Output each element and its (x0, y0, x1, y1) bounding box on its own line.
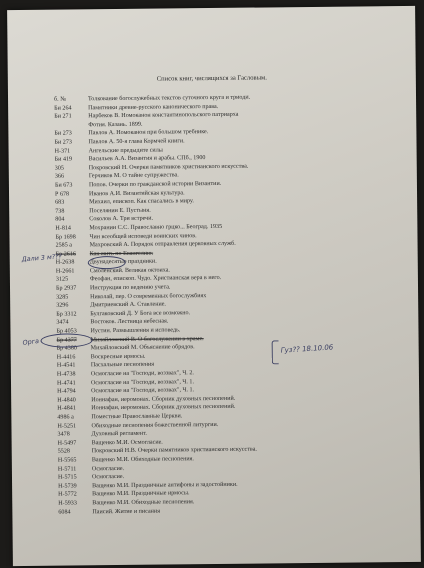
item-code (54, 121, 88, 130)
document-title: Список книг, числящихся за Гасловым. (156, 74, 267, 83)
item-title: Феофан, епископ. Чудо. Христианская вера в него. (89, 275, 222, 283)
item-code: Н-5739 (58, 483, 77, 490)
handwritten-note-left: Дали 3 м??? (21, 252, 63, 264)
item-title: Дмитриевский А. Ставление. (90, 301, 166, 309)
item-code: Н-2661 (55, 268, 75, 275)
handwritten-bracket (272, 340, 279, 364)
item-title: Ващенко М.И. Праздничные ирмосы. (92, 490, 190, 498)
item-code: Н-5497 (57, 440, 77, 447)
item-code: Н-4840 (57, 397, 76, 404)
item-code: Бр 4053 (56, 328, 77, 335)
item-title: Ващенко М.И. Обиходные песнопения. (91, 456, 194, 464)
item-code: Бр 2616 (55, 251, 76, 258)
item-title: Михаил, епископ. Как спасались в миру. (89, 198, 194, 206)
item-code: Бр 4377 (56, 337, 77, 344)
item-code: Би 273 (54, 139, 72, 146)
item-title: Ващенко М.И. Праздничные антифоны и задостойники. (92, 481, 238, 490)
item-title: Пасхальные песнопения (90, 362, 155, 369)
item-code: Н-5251 (57, 423, 77, 430)
item-code: 683 (55, 199, 65, 206)
item-code: 305 (54, 165, 64, 172)
item-title: Васильев А.А. Византия и арабы. СПб., 1900 (88, 155, 206, 163)
item-title: Павлов А. 50-я глава Кормчей книги. (88, 138, 185, 146)
item-title: Осмогласие. (91, 465, 125, 472)
item-title: Павлов А. Номоканон при большом требнике. (88, 129, 209, 137)
item-code: 2585 а (55, 242, 73, 249)
item-title: Покровский Н. Очерки памятников христианского искусства. (88, 163, 249, 172)
item-title: Поселянин Е. Пустыня. (89, 207, 151, 215)
item-code: Н-4541 (56, 362, 76, 370)
item-title: Двунадесятые праздники. (89, 258, 157, 266)
item-code: 366 (54, 173, 65, 181)
item-title: Иванов А.И. Византийская культура. (88, 189, 185, 197)
item-code: 3296 (56, 302, 69, 309)
item-title: Воскресные ирмосы. (90, 353, 146, 361)
item-code: Н-4738 (56, 371, 76, 378)
item-title: Покровский Н.В. Очерки памятников христианского искусства. (91, 446, 257, 455)
item-code: Н-5711 (57, 465, 77, 473)
item-title: Булгаковский Д. У Бога все возможно. (90, 310, 191, 318)
item-code: Н-4741 (56, 380, 76, 387)
item-title: Как жить по Евангелию. (89, 250, 154, 257)
item-code: 3125 (55, 276, 69, 284)
item-code: 804 (55, 216, 65, 223)
item-code: Н-814 (55, 225, 71, 232)
item-code: Н-2638 (55, 259, 75, 266)
item-code: Н-5565 (57, 457, 77, 464)
item-code: Н-5772 (58, 491, 77, 498)
item-title: Чин всеобщей исповеди воинских чинов. (89, 232, 197, 240)
item-code: 4986 а (57, 414, 74, 421)
item-code: Би 273 (54, 130, 72, 138)
item-title: Востоков. Лествица небесная. (90, 318, 169, 326)
item-code: Н-5933 (58, 500, 77, 507)
item-code: 3474 (56, 319, 69, 327)
item-title: Николай, пер. О современных богослужбиях (90, 292, 207, 300)
item-code: Н-371 (54, 148, 71, 155)
item-code: 3285 (56, 294, 69, 301)
item-code: б. № (54, 96, 67, 103)
item-title: Памятники древне-русского канонического права. (88, 103, 219, 111)
item-code: Бр 1698 (55, 233, 76, 241)
item-title: Осмогласие на "Господи, воззвах", Ч. 2. (90, 370, 194, 378)
item-title: Михайловский М. Объяснение обрядов. (90, 344, 195, 352)
item-code: 6084 (58, 509, 71, 516)
item-title: Махровский А. Порядок отправления церковных служб. (89, 240, 236, 249)
item-title: Михайловский В. О богослужении в храме. (90, 335, 204, 343)
item-code: Р 678 (54, 191, 70, 198)
item-code: Би 271 (54, 113, 72, 120)
item-code: Н-4416 (56, 354, 76, 361)
item-title: Ангельские предыдите силы (88, 147, 163, 154)
item-title: Мохранин С.С. Православно грцко... Београд. 1935 (89, 223, 223, 232)
item-title: Осмогласие на "Господи, воззвах", Ч. 1. (91, 387, 195, 395)
item-title: Осмогласие. (91, 474, 125, 481)
item-code: Би 264 (54, 105, 72, 112)
item-title: Иустин. Размышления и исповедь. (90, 327, 181, 335)
item-title: Поместные Православные Церкви. (91, 413, 183, 421)
item-code: 738 (55, 208, 65, 215)
item-title: Обиходные песнопения божественной литургии. (91, 421, 219, 429)
item-title: Герчиков М. О тайне супружества. (88, 172, 179, 180)
item-code: Н-4841 (57, 405, 76, 413)
handwritten-note-left-2: Орга (22, 337, 40, 347)
item-title: Попов. Очерки по гражданской истории Византии. (88, 180, 222, 189)
item-title: Ионнафан, иеромонах. Сборник духовных песнопений. (91, 404, 236, 412)
item-title: Осмогласие на "Господи, воззвах", Ч. 1. (90, 378, 195, 386)
item-title: Нарбеков В. Номоканон константинопольского патриарха (88, 111, 239, 120)
document-page (7, 6, 421, 566)
item-code: 5528 (57, 448, 70, 455)
item-code: Н-5715 (57, 474, 77, 481)
item-title: Толкование богослужебных текстов суточного круга и триоди. (88, 94, 251, 103)
item-code: Би 673 (54, 182, 73, 189)
item-title: Ващенко М.И. Обиходные песнопения. (92, 499, 195, 507)
item-title: Соколов А. Три встречи. (89, 215, 154, 223)
item-title: Инструкция по ведению учета. (89, 284, 171, 292)
item-code: Бр 4380 (56, 345, 77, 352)
item-title: Паисий. Житие и писания (92, 508, 161, 515)
item-title: Смоленский. Великая октоиха. (89, 267, 170, 275)
handwritten-note-right: Гуз?? 18.10.06 (280, 343, 334, 355)
item-code: Би 419 (54, 156, 73, 163)
item-code: Бр 3312 (56, 311, 77, 318)
item-title: Ващенко М.И. Осмогласие. (91, 439, 163, 447)
item-code: Н-4794 (57, 388, 76, 395)
item-code: Бр 2937 (55, 285, 77, 292)
item-code: 3478 (57, 431, 70, 438)
item-title: Духовный регламент. (91, 430, 147, 438)
book-list (54, 92, 388, 517)
item-title: Фотия. Казань. 1899. (88, 121, 143, 129)
item-title: Ионнафан, иеромонах. Сборник духовных песнопений. (91, 395, 236, 404)
